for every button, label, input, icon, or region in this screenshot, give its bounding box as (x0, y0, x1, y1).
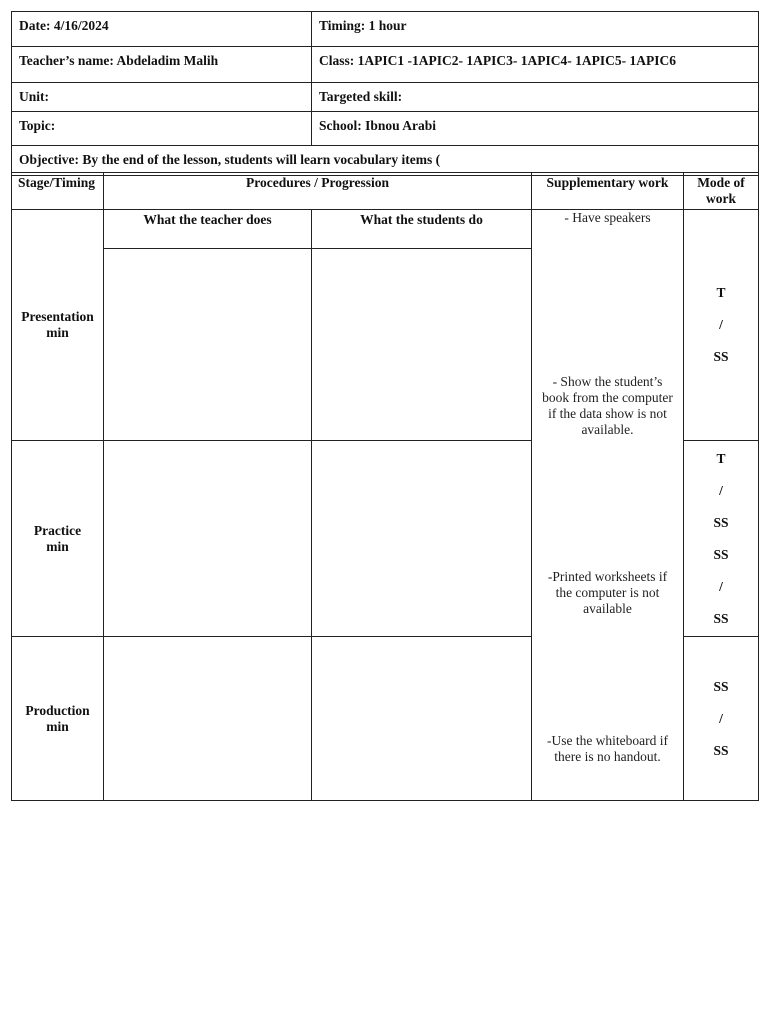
timing-field: Timing: 1 hour (312, 12, 759, 47)
students-activity-practice (312, 441, 532, 637)
teacher-name-field: Teacher’s name: Abdeladim Malih (12, 47, 312, 83)
mode-text: SS (713, 742, 729, 758)
teacher-activity-presentation (104, 249, 312, 441)
supplementary-note: -Use the whiteboard if there is no handout. (546, 733, 669, 764)
stage-time: min (46, 538, 69, 554)
unit-field: Unit: (12, 83, 312, 112)
mode-text: SS (713, 678, 729, 694)
mode-text: / (719, 482, 723, 498)
supplementary-column (532, 210, 684, 801)
mode-text: / (719, 317, 723, 332)
mode-text: SS (713, 546, 729, 562)
mode-text: / (719, 578, 723, 594)
mode-text: T (716, 450, 726, 466)
stage-time: min (46, 718, 69, 734)
students-activity-production (312, 637, 532, 801)
procedures-header: Procedures / Progression (104, 173, 532, 210)
supplementary-note: -Printed worksheets if the computer is not available (547, 569, 668, 616)
supplementary-note: - Have speakers (564, 210, 651, 225)
mode-text: T (716, 285, 726, 300)
mode-text: SS (713, 610, 729, 626)
stage-presentation (12, 210, 104, 441)
students-do-header: What the students do (312, 210, 532, 249)
stage-name: Production (25, 702, 90, 718)
teacher-does-header: What the teacher does (104, 210, 312, 249)
stage-production (12, 637, 104, 801)
stage-timing-header: Stage/Timing (12, 173, 104, 210)
objective-field: Objective: By the end of the lesson, students will learn vocabulary items ( (12, 146, 759, 176)
mode-text: SS (713, 514, 729, 530)
mode-production (684, 637, 759, 801)
lesson-info-table (11, 11, 759, 176)
mode-of-work-header: Mode of work (684, 173, 759, 210)
mode-text: / (719, 710, 723, 726)
mode-presentation (684, 210, 759, 441)
teacher-activity-practice (104, 441, 312, 637)
date-field: Date: 4/16/2024 (12, 12, 312, 47)
stage-time: min (46, 325, 69, 340)
topic-field: Topic: (12, 112, 312, 146)
stage-practice (12, 441, 104, 637)
school-field: School: Ibnou Arabi (312, 112, 759, 146)
stage-name: Practice (33, 522, 82, 538)
mode-practice (684, 441, 759, 637)
class-field: Class: 1APIC1 -1APIC2- 1APIC3- 1APIC4- 1APIC5- 1APIC6 (312, 47, 759, 83)
teacher-activity-production (104, 637, 312, 801)
stage-name: Presentation (21, 309, 94, 324)
supplementary-header: Supplementary work (532, 173, 684, 210)
mode-text: SS (713, 349, 729, 364)
supplementary-note: - Show the student’s book from the computer if the data show is not available. (542, 374, 673, 437)
targeted-skill-field: Targeted skill: (312, 83, 759, 112)
students-activity-presentation (312, 249, 532, 441)
lesson-procedure-table (11, 172, 759, 801)
